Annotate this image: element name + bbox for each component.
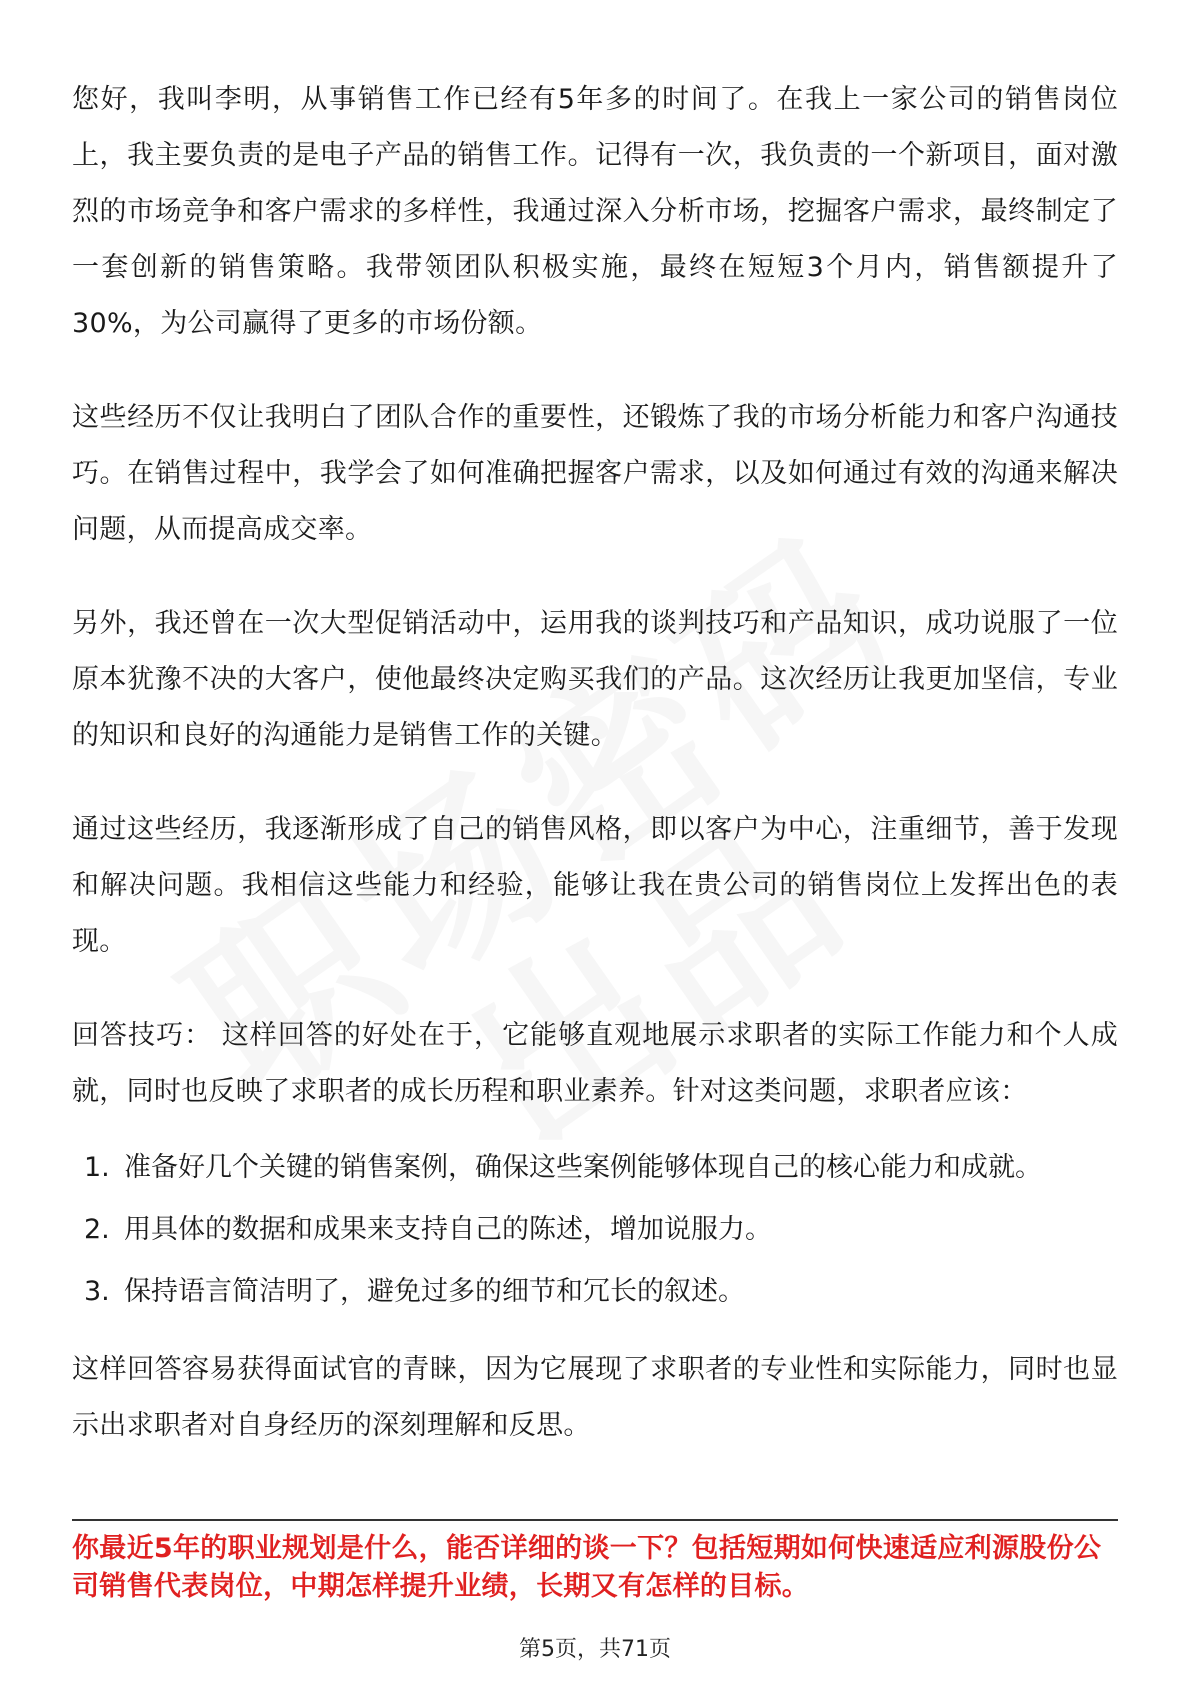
list-item-text: 保持语言简洁明了，避免过多的细节和冗长的叙述。 [124,1276,745,1307]
paragraph-closing: 这样回答容易获得面试官的青睐，因为它展现了求职者的专业性和实际能力，同时也显示出求职者对自身经历的深刻理解和反思。 [72,1354,1118,1441]
paragraph-style: 通过这些经历，我逐渐形成了自己的销售风格，即以客户为中心，注重细节，善于发现和解决问题。我相信这些能力和经验，能够让我在贵公司的销售岗位上发挥出色的表现。 [72,814,1118,957]
document-body [72,72,1118,1492]
list-item [84,1214,1118,1246]
list-item-number: 1. [84,1152,110,1183]
list-item [84,1276,1118,1308]
paragraph-negotiation: 另外，我还曾在一次大型促销活动中，运用我的谈判技巧和产品知识，成功说服了一位原本犹豫不决的大客户，使他最终决定购买我们的产品。这次经历让我更加坚信，专业的知识和良好的沟通能力是销售工作的关键。 [72,608,1118,751]
list-item-number: 2. [84,1214,110,1245]
paragraph-intro: 您好，我叫李明，从事销售工作已经有5年多的时间了。在我上一家公司的销售岗位上，我主要负责的是电子产品的销售工作。记得有一次，我负责的一个新项目，面对激烈的市场竞争和客户需求的多样性，我通过深入分析市场，挖掘客户需求，最终制定了一套创新的销售策略。我带领团队积极实施，最终在短短3个月内，销售额提升了30%，为公司赢得了更多的市场份额。 [72,84,1118,339]
page-number: 第5页，共71页 [519,1637,671,1662]
list-item-text: 准备好几个关键的销售案例，确保这些案例能够体现自己的核心能力和成就。 [124,1152,1042,1183]
paragraph-experience: 这些经历不仅让我明白了团队合作的重要性，还锻炼了我的市场分析能力和客户沟通技巧。在销售过程中，我学会了如何准确把握客户需求，以及如何通过有效的沟通来解决问题，从而提高成交率。 [72,402,1118,545]
list-item-number: 3. [84,1276,110,1307]
tips-list [72,1152,1118,1308]
next-question-heading: 你最近5年的职业规划是什么，能否详细的谈一下？包括短期如何快速适应利源股份公司销售代表岗位，中期怎样提升业绩，长期又有怎样的目标。 [72,1533,1102,1602]
paragraph-answer-tips: 回答技巧： 这样回答的好处在于，它能够直观地展示求职者的实际工作能力和个人成就，同时也反映了求职者的成长历程和职业素养。针对这类问题，求职者应该： [72,1020,1118,1107]
list-item-text: 用具体的数据和成果来支持自己的陈述，增加说服力。 [124,1214,772,1245]
list-item [84,1152,1118,1184]
section-divider [72,1519,1118,1521]
